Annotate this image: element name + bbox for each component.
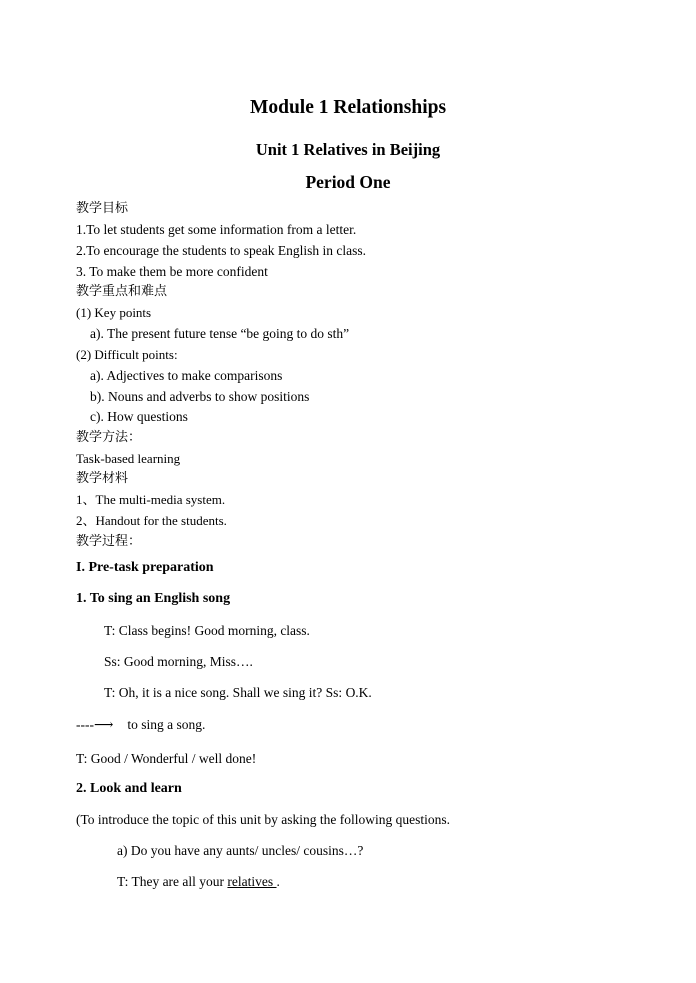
difficult-label: (2) Difficult points: [76,347,178,362]
materials-heading: 教学材料 [76,471,129,486]
praise-line: T: Good / Wonderful / well done! [76,751,257,766]
difficult-item-a: a). Adjectives to make comparisons [90,368,283,383]
period-title: Period One [305,172,391,192]
difficult-item-b: b). Nouns and adverbs to show positions [90,389,310,404]
arrow-icon: ----⟶ [76,717,114,732]
question-a: a) Do you have any aunts/ uncles/ cousins…? [117,843,364,858]
intro-line: (To introduce the topic of this unit by asking the following questions. [76,812,451,827]
answer-word: relatives [227,874,277,889]
keypoints-heading: 教学重点和难点 [76,284,168,299]
material-2: 2、Handout for the students. [76,513,227,528]
step-1-heading: 1. To sing an English song [76,591,231,606]
step-2-heading: 2. Look and learn [76,781,182,796]
dialogue-line-1: T: Class begins! Good morning, class. [104,623,310,638]
difficult-item-c: c). How questions [90,409,188,424]
objective-3: 3. To make them be more confident [76,264,268,279]
unit-title: Unit 1 Relatives in Beijing [255,140,441,159]
material-1: 1、The multi-media system. [76,492,226,507]
arrow-line [76,717,205,733]
method-text: Task-based learning [76,451,181,466]
process-heading: 教学过程： [76,534,142,549]
arrow-text: to sing a song. [127,717,206,732]
answer-prefix: T: They are all your [117,874,228,889]
dialogue-line-3: T: Oh, it is a nice song. Shall we sing it? Ss: O.K. [104,685,372,700]
keypoints-label: (1) Key points [76,305,152,320]
methods-heading: 教学方法： [76,430,142,445]
module-title: Module 1 Relationships [249,97,447,118]
keypoint-a: a). The present future tense “be going to do sth” [90,326,350,341]
dialogue-line-2: Ss: Good morning, Miss…. [104,654,253,669]
objectives-heading: 教学目标 [76,201,129,216]
answer-line [117,874,280,890]
objective-1: 1.To let students get some information from a letter. [76,222,357,237]
answer-suffix: . [276,874,280,889]
objective-2: 2.To encourage the students to speak English in class. [76,243,366,258]
section-1-heading: I. Pre-task preparation [76,560,214,575]
